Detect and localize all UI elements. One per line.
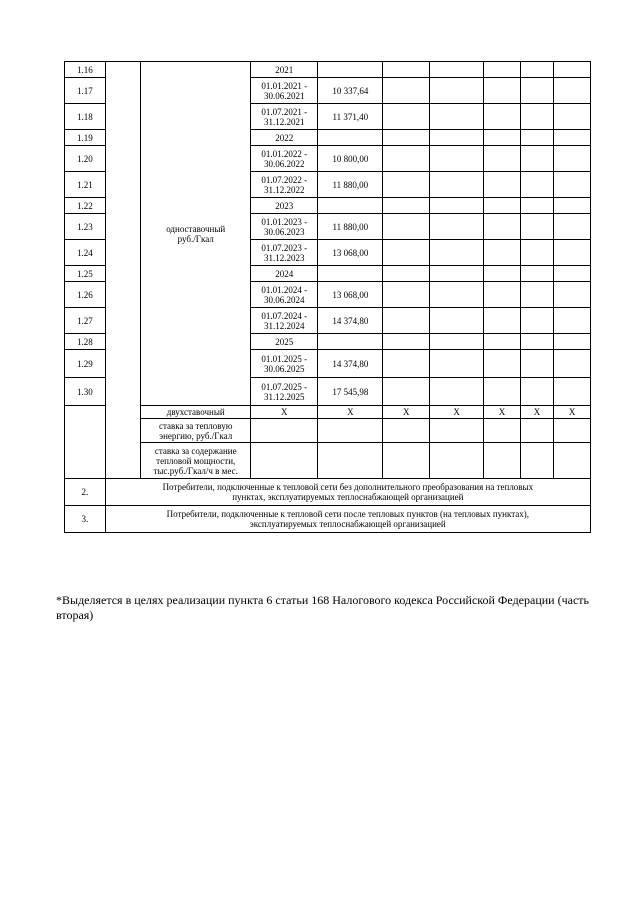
empty-cell (430, 198, 484, 214)
empty-cell (484, 78, 521, 104)
tariff-value (318, 198, 383, 214)
empty-cell (554, 104, 591, 130)
empty-cell (383, 443, 430, 479)
empty-cell (383, 308, 430, 334)
empty-cell (554, 419, 591, 443)
empty-cell (383, 266, 430, 282)
period-cell: 01.07.2022 - 31.12.2022 (251, 172, 318, 198)
empty-cell (520, 266, 554, 282)
empty-cell (520, 419, 554, 443)
empty-cell (554, 282, 591, 308)
period-cell: 01.01.2024 - 30.06.2024 (251, 282, 318, 308)
tariff-table (64, 61, 591, 533)
empty-cell (430, 214, 484, 240)
empty-cell (520, 198, 554, 214)
x-mark: Х (318, 406, 383, 419)
tariff-value (318, 62, 383, 78)
empty-cell (383, 78, 430, 104)
empty-cell (484, 198, 521, 214)
row-number: 1.25 (65, 266, 106, 282)
empty-cell (430, 78, 484, 104)
empty-cell (383, 62, 430, 78)
empty-cell (554, 266, 591, 282)
empty-cell (554, 214, 591, 240)
tariff-value: 11 880,00 (318, 172, 383, 198)
tariff-value: 13 068,00 (318, 240, 383, 266)
empty-cell (484, 282, 521, 308)
empty-cell (484, 419, 521, 443)
empty-cell (554, 308, 591, 334)
empty-cell (520, 130, 554, 146)
empty-cell (251, 419, 318, 443)
footnote: *Выделяется в целях реализации пункта 6 статьи 168 Налогового кодекса Российской Федерации (часть вторая) (56, 593, 590, 622)
group-label (141, 62, 251, 406)
empty-cell (520, 62, 554, 78)
empty-cell (520, 350, 554, 378)
empty-cell (430, 130, 484, 146)
row-number: 1.19 (65, 130, 106, 146)
period-cell: 2024 (251, 266, 318, 282)
empty-cell (484, 334, 521, 350)
empty-cell (554, 240, 591, 266)
empty-cell (484, 214, 521, 240)
x-mark: Х (484, 406, 521, 419)
empty-cell (383, 214, 430, 240)
empty-cell (520, 378, 554, 406)
empty-cell (484, 378, 521, 406)
x-mark: Х (554, 406, 591, 419)
empty-cell (554, 443, 591, 479)
empty-cell (484, 146, 521, 172)
empty-cell (520, 214, 554, 240)
empty-cell (520, 78, 554, 104)
empty-cell (520, 240, 554, 266)
empty-cell (520, 443, 554, 479)
empty-cell (484, 130, 521, 146)
empty-cell (430, 240, 484, 266)
row-number: 1.17 (65, 78, 106, 104)
row-number: 1.26 (65, 282, 106, 308)
empty-cell (484, 104, 521, 130)
empty-cell (430, 172, 484, 198)
empty-cell (383, 146, 430, 172)
empty-cell (554, 350, 591, 378)
period-cell: 01.07.2021 - 31.12.2021 (251, 104, 318, 130)
row-number: 1.24 (65, 240, 106, 266)
empty-cell (484, 62, 521, 78)
empty-cell (383, 334, 430, 350)
empty-cell (430, 419, 484, 443)
period-cell: 01.01.2023 - 30.06.2023 (251, 214, 318, 240)
empty-cell (430, 266, 484, 282)
tariff-value: 14 374,80 (318, 308, 383, 334)
row-number: 1.18 (65, 104, 106, 130)
empty-cell (484, 172, 521, 198)
row-number: 1.28 (65, 334, 106, 350)
empty-cell (318, 419, 383, 443)
empty-cell (554, 334, 591, 350)
period-cell: 2023 (251, 198, 318, 214)
empty-cell (430, 443, 484, 479)
empty-cell (554, 378, 591, 406)
period-cell: 01.01.2025 - 30.06.2025 (251, 350, 318, 378)
row-number: 1.29 (65, 350, 106, 378)
empty-cell (554, 146, 591, 172)
empty-cell (105, 62, 141, 479)
empty-cell (430, 104, 484, 130)
x-mark: Х (430, 406, 484, 419)
row-number: 1.27 (65, 308, 106, 334)
tariff-value: 14 374,80 (318, 350, 383, 378)
empty-cell (484, 443, 521, 479)
consumer-group-row (65, 506, 591, 533)
capacity-rate-label: ставка за содержание тепловой мощности, тыс.руб./Гкал/ч в мес. (141, 443, 251, 479)
empty-cell (430, 282, 484, 308)
period-cell: 01.01.2021 - 30.06.2021 (251, 78, 318, 104)
empty-cell (430, 350, 484, 378)
consumer-group-row (65, 479, 591, 506)
empty-cell (251, 443, 318, 479)
empty-cell (430, 334, 484, 350)
x-mark: Х (251, 406, 318, 419)
empty-cell (554, 172, 591, 198)
empty-cell (318, 443, 383, 479)
empty-cell (383, 419, 430, 443)
empty-cell (554, 62, 591, 78)
row-number: 1.20 (65, 146, 106, 172)
row-number: 1.30 (65, 378, 106, 406)
row-number: 2. (65, 479, 106, 506)
group-label-line1: одноставочный (166, 223, 226, 234)
two-part-row (65, 406, 591, 419)
period-cell: 01.07.2024 - 31.12.2024 (251, 308, 318, 334)
tariff-value: 10 800,00 (318, 146, 383, 172)
empty-cell (383, 130, 430, 146)
period-cell: 2021 (251, 62, 318, 78)
empty-cell (520, 308, 554, 334)
period-cell: 01.01.2022 - 30.06.2022 (251, 146, 318, 172)
energy-rate-label: ставка за тепловую энергию, руб./Гкал (141, 419, 251, 443)
empty-cell (383, 198, 430, 214)
empty-cell (430, 146, 484, 172)
period-cell: 2022 (251, 130, 318, 146)
empty-cell (430, 378, 484, 406)
tariff-value (318, 130, 383, 146)
empty-cell (383, 240, 430, 266)
tariff-value: 17 545,98 (318, 378, 383, 406)
empty-cell (383, 378, 430, 406)
x-mark: Х (520, 406, 554, 419)
tariff-value: 10 337,64 (318, 78, 383, 104)
row-number: 1.16 (65, 62, 106, 78)
consumer-group-text: Потребители, подключенные к тепловой сети без дополнительного преобразования на тепловых пунктах, эксплуатируемых теплоснабжающей организацией (105, 479, 590, 506)
group-label-line2: руб./Гкал (177, 233, 214, 244)
empty-cell (484, 240, 521, 266)
empty-cell (383, 350, 430, 378)
empty-cell (430, 308, 484, 334)
empty-cell (520, 172, 554, 198)
empty-cell (520, 104, 554, 130)
period-cell: 01.07.2025 - 31.12.2025 (251, 378, 318, 406)
energy-rate-row (65, 419, 591, 443)
empty-cell (430, 62, 484, 78)
x-mark: Х (383, 406, 430, 419)
consumer-group-text: Потребители, подключенные к тепловой сети после тепловых пунктов (на тепловых пунктах), эксплуатируемых теплоснабжающей организацией (105, 506, 590, 533)
row-number: 1.23 (65, 214, 106, 240)
empty-cell (520, 282, 554, 308)
tariff-value (318, 266, 383, 282)
empty-cell (383, 172, 430, 198)
empty-cell (484, 350, 521, 378)
row-number: 1.22 (65, 198, 106, 214)
empty-cell (520, 146, 554, 172)
empty-cell (554, 198, 591, 214)
empty-cell (554, 130, 591, 146)
empty-cell (383, 104, 430, 130)
tariff-value (318, 334, 383, 350)
empty-cell (520, 334, 554, 350)
period-cell: 01.07.2023 - 31.12.2023 (251, 240, 318, 266)
tariff-value: 11 371,40 (318, 104, 383, 130)
tariff-value: 13 068,00 (318, 282, 383, 308)
period-cell: 2025 (251, 334, 318, 350)
empty-cell (383, 282, 430, 308)
tariff-value: 11 880,00 (318, 214, 383, 240)
row-number: 1.21 (65, 172, 106, 198)
empty-cell (484, 308, 521, 334)
capacity-rate-row (65, 443, 591, 479)
empty-cell (484, 266, 521, 282)
empty-cell (65, 406, 106, 479)
year-row (65, 62, 591, 78)
two-part-label: двухставочный (141, 406, 251, 419)
row-number: 3. (65, 506, 106, 533)
empty-cell (554, 78, 591, 104)
